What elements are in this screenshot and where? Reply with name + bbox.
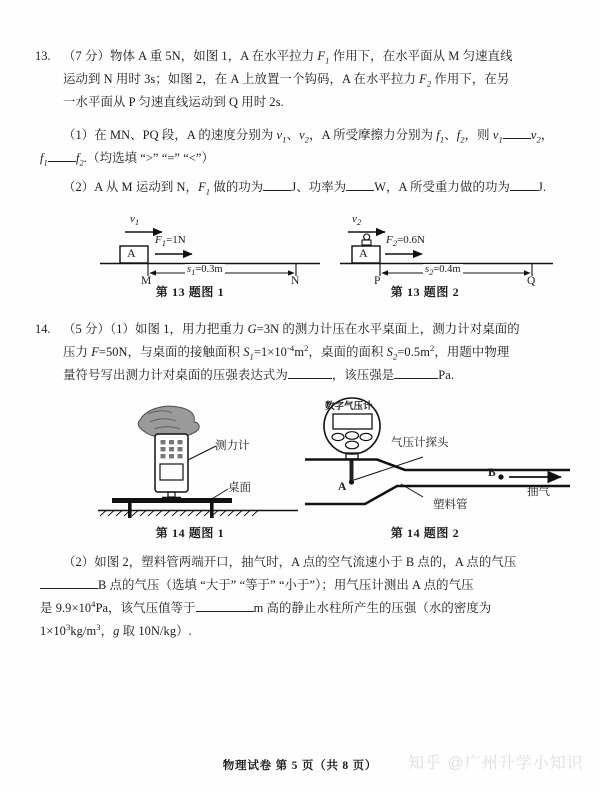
figure-14-2 — [305, 396, 570, 518]
symbol-S1: S — [243, 345, 250, 359]
figure-14-1 — [98, 398, 298, 518]
figure-13-2-caption: 第 13 题图 2 — [390, 285, 460, 299]
answer-blank-v1v2[interactable] — [503, 138, 531, 139]
figure-13-1-force-label: F — [155, 234, 162, 246]
figure-13-2-velocity-label: v — [352, 213, 357, 225]
question-14-number: 14. — [35, 322, 51, 336]
figure-13-1-caption: 第 13 题图 1 — [155, 285, 225, 299]
question-13-part2: （2）A 从 M 运动到 N，$F_1$ 做的功为 J、功率为 W，A 所受重力做的功为 J. — [63, 180, 547, 197]
figure-14-2-device-label: 数字气压计 — [325, 402, 373, 412]
figure-14-2-probe-label: 气压计探头 — [391, 437, 449, 449]
question-13-stem: （7 分）物体 A 重 5N，如图 1，A 在水平拉力 $F_1$ 作用下，在水平面从 M 匀速直线 — [63, 49, 513, 66]
figure-14-2-pump-label: 抽气 — [527, 486, 550, 498]
question-14-stem-line2: 压力 F=50N，与桌面的接触面积 $S_1=1\times 10^{-4}m^2$，桌面的面积 $S_2=0.5m^2$，用题中物理 — [63, 342, 510, 362]
question-13-part1-line1: （1）在 MN、PQ 段，A 的速度分别为 $v_1$、$v_2$，A 所受摩擦力分别为 $f_1$、$f_2$，则 $v_1$ $v_2$， — [63, 128, 554, 145]
figure-13-1-point-n: N — [291, 275, 300, 287]
question-13-number: 13. — [35, 49, 51, 63]
figure-13-1: $v_1$ $F_1=1N$ A M N $s_1=0.3m$ — [100, 216, 330, 286]
question-14-part2-line3: 是 $9.9\times 10^4Pa$，该气压值等于 m 高的静止水柱所产生的压强（水的密度为 — [40, 598, 492, 615]
symbol-f2: f — [456, 128, 461, 142]
figure-13-2-distance-label: s — [425, 264, 430, 275]
figure-14-1-gauge-label: 测力计 — [215, 440, 250, 452]
question-14-part2-line2: B 点的气压（选填 “大于” “等于” “小于”）；用气压计测出 A 点的气压 — [40, 574, 568, 597]
symbol-g: g — [113, 624, 120, 638]
question-13-part1-line2: $f_1$ $f_2$.（均选填 “>” “=” “<”） — [40, 151, 215, 168]
answer-blank-gravity-work[interactable] — [510, 190, 538, 191]
symbol-F1: F — [317, 49, 326, 63]
answer-blank-pressure-value[interactable] — [394, 378, 438, 379]
figure-14-2-point-b: B — [488, 467, 496, 479]
symbol-v2: v — [299, 128, 305, 142]
answer-blank-work[interactable] — [263, 190, 291, 191]
figure-14-1-table-label: 桌面 — [228, 482, 251, 494]
question-13-stem-line2: 运动到 N 用时 3s；如图 2，在 A 上放置一个钩码，A 在水平拉力 $F_2$ 作用下，在另 — [63, 72, 510, 89]
figure-14-1-caption: 第 14 题图 1 — [155, 526, 225, 540]
figure-13-2-force-label: F — [386, 234, 393, 246]
symbol-v1: v — [276, 128, 283, 142]
symbol-G: G — [247, 322, 257, 336]
question-14-part2-line1: （2）如图 2，塑料管两端开口，抽气时，A 点的空气流速小于 B 点的，A 点的气压 — [63, 555, 517, 569]
figure-13-1-distance-label: s — [187, 264, 192, 275]
figure-13-2-block-label: A — [359, 246, 368, 260]
figure-13-2-point-p: P — [374, 275, 381, 287]
question-14-part2-line4: $1\times 10^3kg/m^3$，g 取 10N/kg）. — [40, 621, 192, 638]
page-footer: 物理试卷 第 5 页（共 8 页） — [222, 760, 378, 772]
figure-13-2: $v_2$ $F_2=0.6N$ A P Q $s_2=0.4m$ — [352, 213, 536, 287]
question-14-stem-line3: 量符号写出测力计对桌面的压强表达式为 ，该压强是 Pa. — [63, 368, 455, 382]
symbol-F2: F — [419, 72, 427, 86]
figure-13-2-point-q: Q — [527, 275, 536, 287]
figure-13-1-point-m: M — [141, 275, 152, 287]
figure-14-2-caption: 第 14 题图 2 — [390, 526, 460, 540]
answer-blank-f1f2[interactable] — [48, 161, 76, 162]
figure-14-2-tube-label: 塑料管 — [433, 499, 468, 511]
figure-14-2-point-a: A — [338, 481, 347, 493]
answer-blank-pressure-expr[interactable] — [288, 378, 332, 379]
symbol-S2: S — [386, 345, 393, 359]
answer-blank-pressure-compare[interactable] — [40, 588, 98, 589]
answer-blank-water-height[interactable] — [196, 611, 254, 612]
question-13-stem-line3: 一水平面从 P 匀速直线运动到 Q 用时 2s. — [63, 95, 284, 109]
figure-13-1-block-label: A — [127, 246, 136, 260]
watermark: 知乎 @广州升学小知识 — [408, 755, 584, 772]
symbol-f1: f — [436, 128, 440, 142]
symbol-F: F — [91, 345, 99, 359]
answer-blank-power[interactable] — [346, 190, 374, 191]
question-14-stem-line1: （5 分）（1）如图 1，用力把重力 G=3N 的测力计压在水平桌面上，测力计对桌面的 — [63, 322, 520, 336]
figure-13-1-velocity-label: v — [130, 213, 135, 225]
